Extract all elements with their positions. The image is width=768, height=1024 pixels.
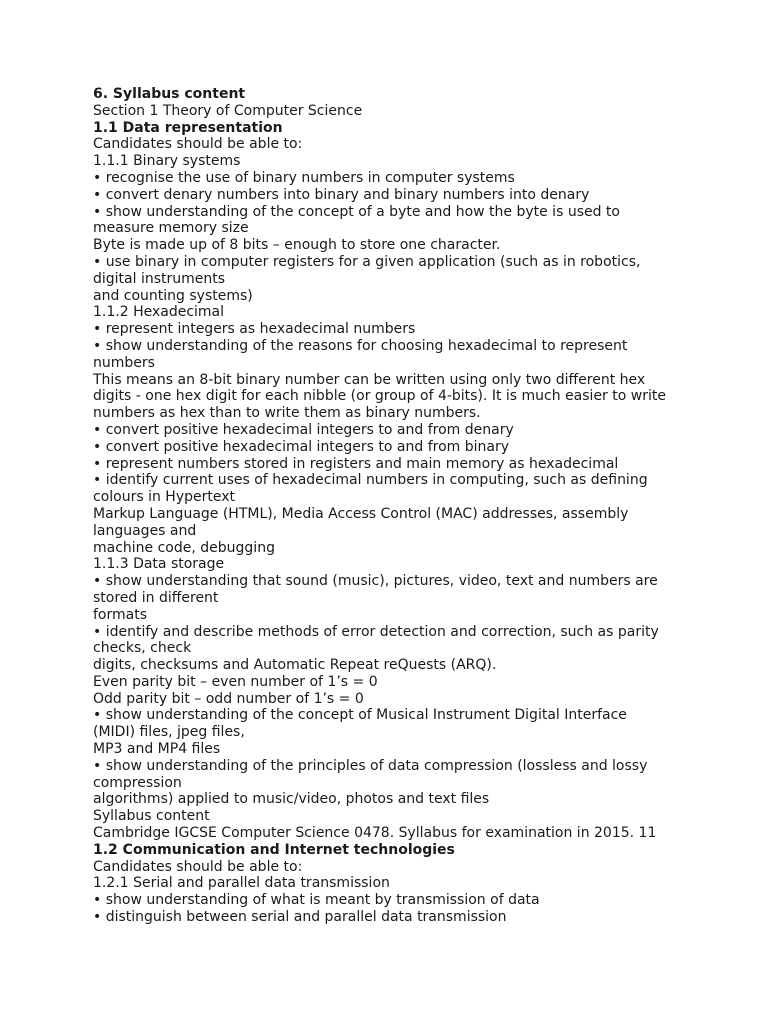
text-line: digits - one hex digit for each nibble (or group of 4-bits). It is much easier to write xyxy=(93,388,666,405)
text-line: (MIDI) files, jpeg files, xyxy=(93,724,245,741)
text-line: checks, check xyxy=(93,640,192,657)
text-line: and counting systems) xyxy=(93,287,253,304)
text-line: Cambridge IGCSE Computer Science 0478. Syllabus for examination in 2015. 11 xyxy=(93,825,657,842)
text-line: 1.2.1 Serial and parallel data transmission xyxy=(93,875,390,892)
text-line: algorithms) applied to music/video, photos and text files xyxy=(93,791,490,808)
text-line: • use binary in computer registers for a given application (such as in robotics, xyxy=(93,253,641,270)
text-line: languages and xyxy=(93,522,197,539)
text-line: • show understanding of the concept of a byte and how the byte is used to xyxy=(93,203,620,220)
text-line: digital instruments xyxy=(93,270,226,287)
section-heading: 1.1 Data representation xyxy=(93,119,283,136)
text-line: • show understanding of the reasons for choosing hexadecimal to represent xyxy=(93,337,628,354)
text-line: compression xyxy=(93,774,182,791)
document-body xyxy=(93,86,683,926)
text-line: 1.1.2 Hexadecimal xyxy=(93,304,225,321)
text-line: • show understanding that sound (music), pictures, video, text and numbers are xyxy=(93,573,658,590)
text-line: Even parity bit – even number of 1’s = 0 xyxy=(93,673,378,690)
text-line: • represent numbers stored in registers and main memory as hexadecimal xyxy=(93,455,619,472)
text-line: numbers as hex than to write them as binary numbers. xyxy=(93,405,481,422)
text-line: • show understanding of what is meant by transmission of data xyxy=(93,892,540,909)
section-heading: 6. Syllabus content xyxy=(93,86,246,102)
text-line: 1.1.1 Binary systems xyxy=(93,153,241,170)
text-line: Byte is made up of 8 bits – enough to store one character. xyxy=(93,237,501,254)
text-line: • convert denary numbers into binary and binary numbers into denary xyxy=(93,186,590,203)
text-line: • convert positive hexadecimal integers to and from denary xyxy=(93,421,514,438)
text-line: numbers xyxy=(93,354,155,371)
text-line: Odd parity bit – odd number of 1’s = 0 xyxy=(93,690,364,707)
text-line: digits, checksums and Automatic Repeat reQuests (ARQ). xyxy=(93,657,497,674)
text-line: • represent integers as hexadecimal numbers xyxy=(93,321,416,338)
text-line: Markup Language (HTML), Media Access Control (MAC) addresses, assembly xyxy=(93,505,629,522)
text-line: This means an 8-bit binary number can be written using only two different hex xyxy=(93,371,646,388)
text-line: • identify and describe methods of error detection and correction, such as parity xyxy=(93,623,659,640)
text-line: • recognise the use of binary numbers in computer systems xyxy=(93,169,515,186)
text-line: • identify current uses of hexadecimal numbers in computing, such as defining xyxy=(93,472,648,489)
text-line: measure memory size xyxy=(93,220,249,237)
text-line: • show understanding of the concept of Musical Instrument Digital Interface xyxy=(93,707,627,724)
text-line: formats xyxy=(93,606,148,623)
text-line: • show understanding of the principles of data compression (lossless and lossy xyxy=(93,757,648,774)
text-line: Candidates should be able to: xyxy=(93,136,303,153)
text-line: • convert positive hexadecimal integers to and from binary xyxy=(93,438,510,455)
text-line: • distinguish between serial and parallel data transmission xyxy=(93,909,507,926)
text-line: stored in different xyxy=(93,589,219,606)
text-line: colours in Hypertext xyxy=(93,489,236,506)
text-line: machine code, debugging xyxy=(93,539,275,556)
text-line: Syllabus content xyxy=(93,808,210,825)
text-line: Candidates should be able to: xyxy=(93,858,303,875)
text-line: Section 1 Theory of Computer Science xyxy=(93,102,363,119)
text-line: MP3 and MP4 files xyxy=(93,741,221,758)
section-heading: 1.2 Communication and Internet technologies xyxy=(93,841,455,858)
text-line: 1.1.3 Data storage xyxy=(93,556,225,573)
